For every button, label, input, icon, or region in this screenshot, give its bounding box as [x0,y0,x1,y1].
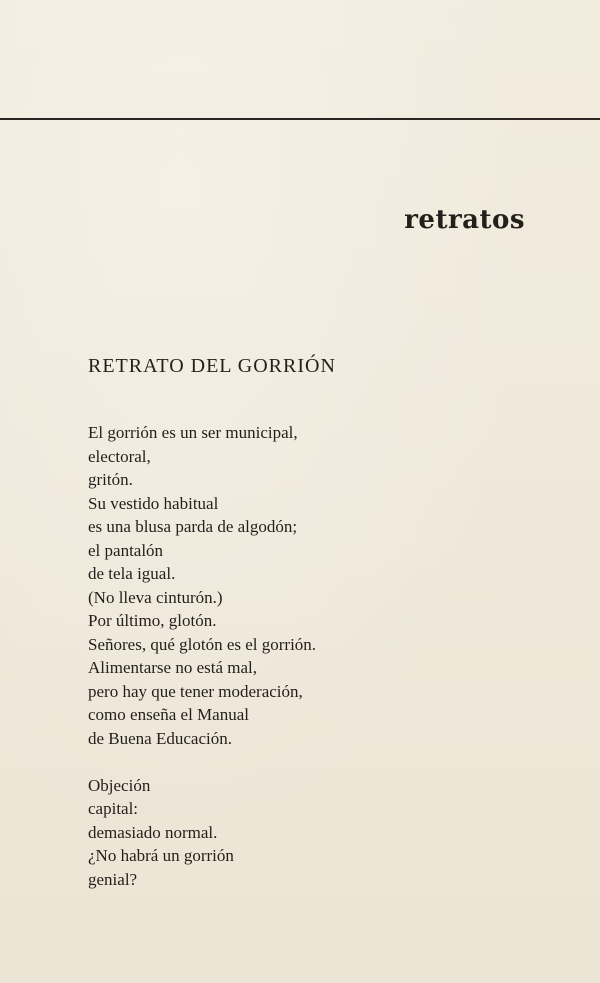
header-rule [0,118,600,120]
poem-line: El gorrión es un ser municipal, [88,423,298,442]
poem-line: pero hay que tener moderación, [88,681,303,701]
poem-line: demasiado normal. [88,822,218,842]
poem-line: gritón. [88,470,133,489]
stanza-2 [88,774,316,892]
poem-title: RETRATO DEL GORRIÓN [88,355,336,377]
poem-line: genial? [88,869,138,889]
poem-line: es una blusa parda de algodón; [88,517,298,536]
poem-line: de tela igual. [88,564,176,583]
poem-line: Objeción [88,775,151,795]
poem-line: Su vestido habitual [88,493,219,513]
poem-line: Por último, glotón. [88,611,217,630]
stanza-1 [88,421,316,750]
poem-line: ¿No habrá un gorrión [88,846,234,865]
poem-line: (No lleva cinturón.) [88,587,223,607]
poem-line: capital: [88,799,139,818]
poem-line: como enseña el Manual [88,705,249,724]
poem-body [88,421,316,891]
poem-line: Alimentarse no está mal, [88,658,258,677]
poem-line: Señores, qué glotón es el gorrión. [88,634,317,654]
poem-line: de Buena Educación. [88,728,232,748]
poem-line: el pantalón [88,540,164,560]
section-title: retratos [404,205,525,235]
poem-line: electoral, [88,446,151,466]
